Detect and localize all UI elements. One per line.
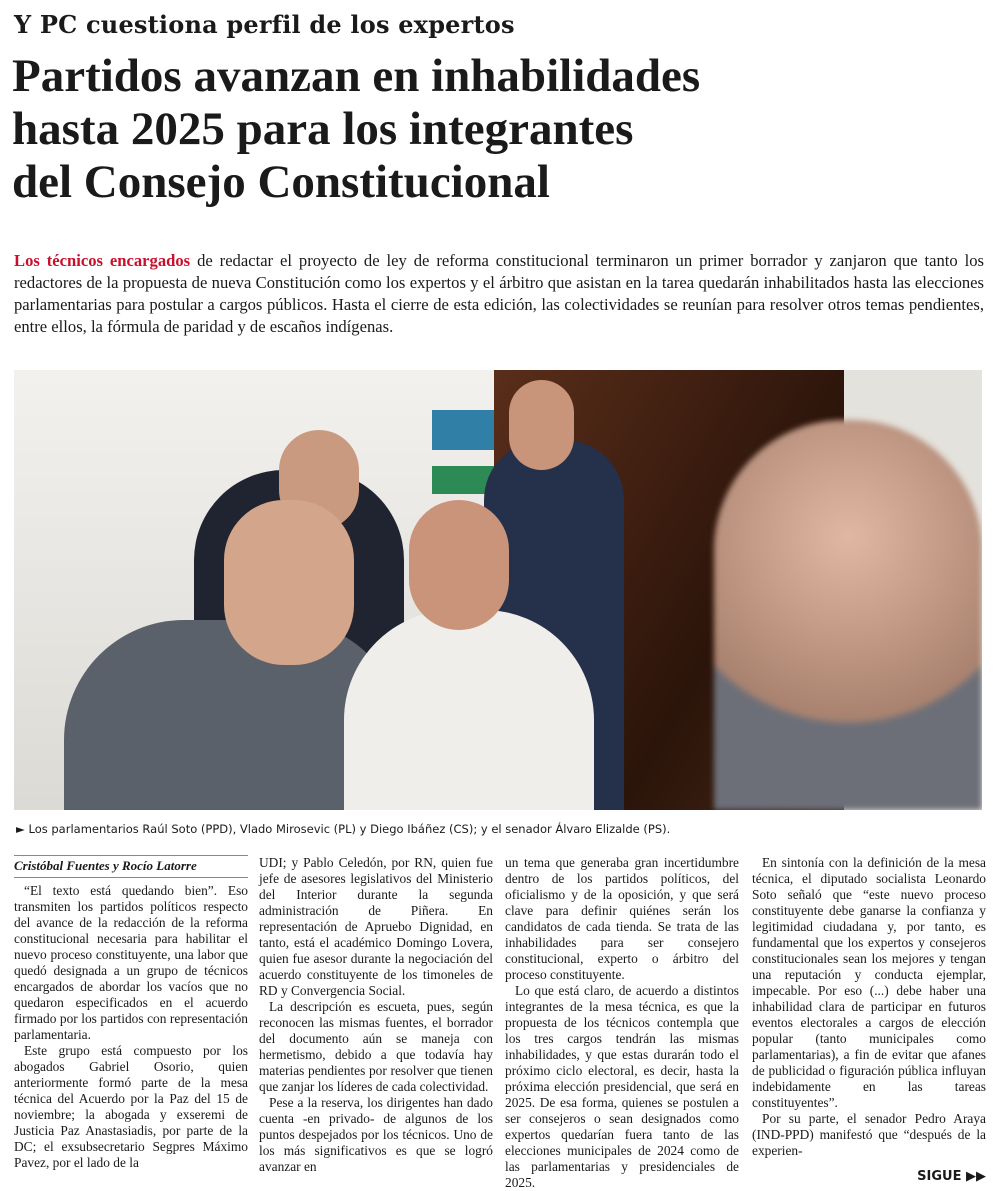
headline xyxy=(12,50,992,209)
lead-paragraph xyxy=(14,250,984,338)
column-2 xyxy=(259,855,493,1175)
paragraph: un tema que generaba gran incertidumbre dentro de los partidos políticos, del oficialismo y de la oposición, y que será clave para definir quiénes serán los candidatos de cada tienda. Se trata de las inhabilidades para ser consejero constitucional, experto o árbitro del proceso constituyente. xyxy=(505,855,739,982)
paragraph: Lo que está claro, de acuerdo a distintos integrantes de la mesa técnica, es que la propuesta de los técnicos contempla que los tres cargos tendrán las mismas inhabilidades, y que estas durarán todo el próximo ciclo electoral, es decir, hasta la próxima elección presidencial, que será en 2025. De esa forma, quienes se postulen a ser consejeros o sean designados como expertos quedarían fuera tanto de las elecciones municipales de 2024 como de las parlamentarias y presidenciales de 2025. xyxy=(505,983,739,1190)
byline: Cristóbal Fuentes y Rocío Latorre xyxy=(14,855,248,878)
lead-text: de redactar el proyecto de ley de reforma constitucional terminaron un primer borrador y zanjaron que tanto los redactores de la propuesta de nueva Constitución como los expertos y el árbitro que asistan en la tarea quedarán inhabilitados hasta las elecciones parlamentarias para postular a cargos públicos. Hasta el cierre de esta edición, las colectividades se reunían para resolver otros temas pendientes, entre ellos, la fórmula de paridad y de escaños indígenas. xyxy=(14,251,984,336)
paragraph: UDI; y Pablo Celedón, por RN, quien fue jefe de asesores legislativos del Ministerio del Interior durante la segunda administración de Piñera. En representación de Apruebo Dignidad, en tanto, está el académico Domingo Lovera, quien fue asesor durante la negociación del acuerdo constituyente de los timoneles de RD y Convergencia Social. xyxy=(259,855,493,998)
continue-marker: SIGUE ▶▶ xyxy=(917,1169,986,1184)
column-3 xyxy=(505,855,739,1191)
paragraph: En sintonía con la definición de la mesa técnica, el diputado socialista Leonardo Soto señaló que “este nuevo proceso constituyente debe ganarse la confianza y legitimidad ciudadana y, por tanto, es fundamental que los expertos y consejeros constitucionales sean los mejores y tengan una reputación y conducta ejemplar, impecable. Por eso (...) debe haber una inhabilidad clara de participar en futuros eventos electorales a cargos de elección popular (tanto municipales como parlamentarias), a fin de evitar que afanes de publicidad o figuración pública influyan indebidamente en las tareas constituyentes”. xyxy=(752,855,986,1110)
column-1 xyxy=(14,855,248,1171)
column-4 xyxy=(752,855,986,1185)
paragraph: Por su parte, el senador Pedro Araya (IND-PPD) manifestó que “después de la experien- xyxy=(752,1111,986,1158)
paragraph: Este grupo está compuesto por los abogados Gabriel Osorio, quien anteriormente formó parte de la mesa técnica del Acuerdo por la Paz del 15 de noviembre; la abogada y exseremi de Justicia Paz Anastasiadis, por parte de la DC; el exsubsecretario Segpres Máximo Pavez, por el lado de la xyxy=(14,1043,248,1170)
paragraph: La descripción es escueta, pues, según reconocen las mismas fuentes, el borrador del documento aún se maneja con hermetismo, debido a que todavía hay materias pendientes por resolver que tienen que zanjar los líderes de cada colectividad. xyxy=(259,999,493,1094)
photo-caption: ► Los parlamentarios Raúl Soto (PPD), Vlado Mirosevic (PL) y Diego Ibáñez (CS); y el senador Álvaro Elizalde (PS). xyxy=(16,822,671,836)
headline-line: Partidos avanzan en inhabilidades xyxy=(12,50,701,102)
paragraph: “El texto está quedando bien”. Eso transmiten los partidos políticos respecto del avance de la redacción de la reforma constitucional necesaria para habilitar el nuevo proceso constituyente, una labor que quedó designada a un grupo de técnicos encargados de abordar los vacíos que no quedaron especificados en el acuerdo firmado por los partidos con representación parlamentaria. xyxy=(14,883,248,1042)
paragraph: Pese a la reserva, los dirigentes han dado cuenta -en privado- de algunos de los puntos despejados por los técnicos. Uno de los más significativos es que se logró avanzar en xyxy=(259,1095,493,1174)
headline-line: hasta 2025 para los integrantes xyxy=(12,103,634,155)
headline-line: del Consejo Constitucional xyxy=(12,156,550,208)
news-photo xyxy=(14,370,982,810)
lead-highlight: Los técnicos encargados xyxy=(14,251,191,270)
kicker: Y PC cuestiona perfil de los expertos xyxy=(14,10,515,39)
